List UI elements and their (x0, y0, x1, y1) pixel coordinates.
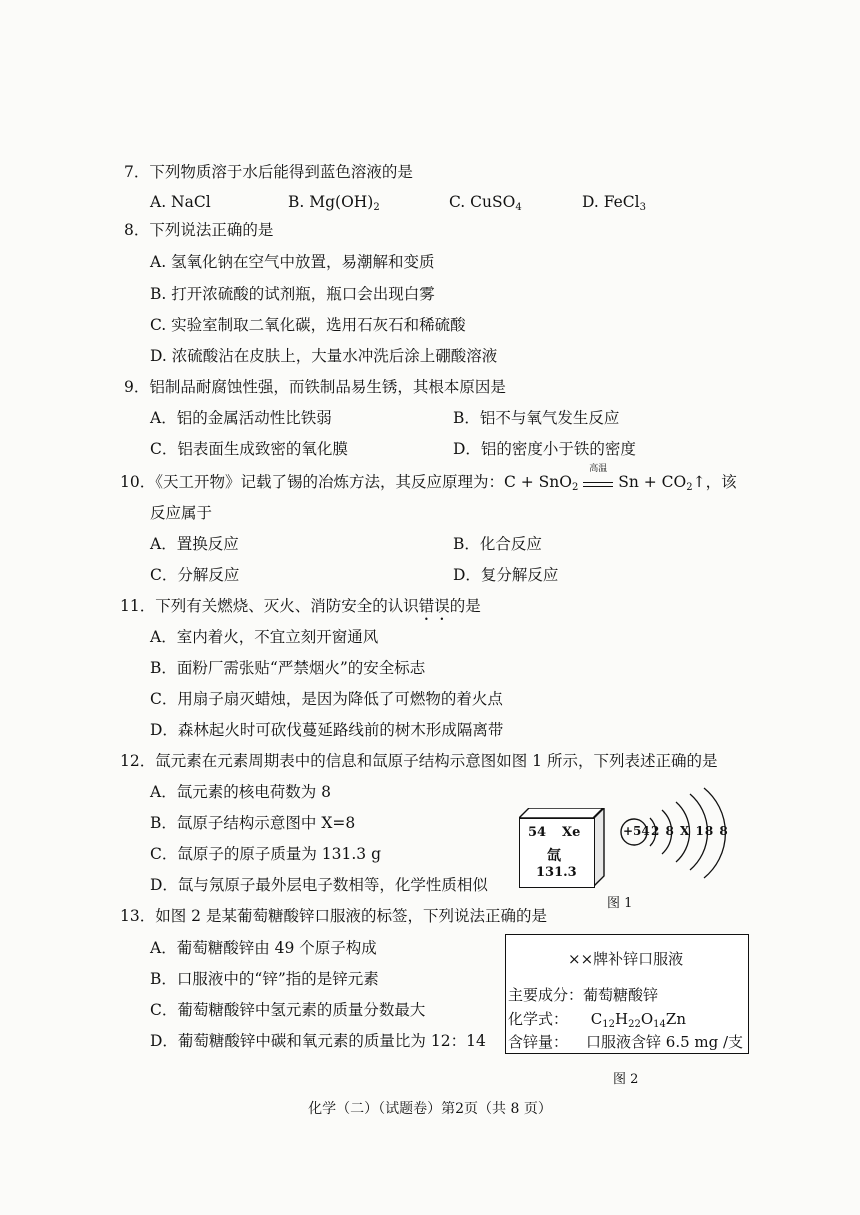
reaction-condition: 高温 (583, 474, 613, 487)
label-title: ××牌补锌口服液 (568, 950, 684, 968)
q10-stem: 10．《天工开物》记载了锡的冶炼方法，其反应原理为：C + SnO$_2$ 高温 $Sn + CO_2↑$，该 (120, 464, 737, 493)
atomic-number: 54 (528, 825, 547, 840)
atom-structure-diagram (618, 784, 738, 884)
q7-option-c: C. CuSO$_4$ (449, 193, 522, 213)
q13-option-a: A．葡萄糖酸锌由 49 个原子构成 (150, 939, 377, 957)
q9-option-b: B．铝不与氧气发生反应 (453, 409, 620, 427)
q11-option-a: A．室内着火，不宜立刻开窗通风 (150, 628, 379, 646)
q9-option-c: C．铝表面生成致密的氧化膜 (150, 440, 348, 458)
chemical-formula: $C_{12}H_{22}O_{14}Zn$ (590, 1010, 686, 1030)
periodic-element-card (519, 808, 609, 888)
card-side-face (594, 808, 606, 888)
label-formula-row: 化学式： $C_{12}H_{22}O_{14}Zn$ (508, 1010, 686, 1030)
q13-option-c: C．葡萄糖酸锌中氢元素的质量分数最大 (150, 1001, 426, 1019)
q12-option-c: C．氙原子的原子质量为 131.3 g (150, 845, 382, 863)
q8-option-a: A. 氢氧化钠在空气中放置，易潮解和变质 (150, 253, 435, 271)
emphasis-word: 错误 (418, 597, 450, 615)
page-footer: 化学（二）（试题卷）第2页（共 8 页） (308, 1101, 552, 1117)
q13-option-d: D．葡萄糖酸锌中碳和氧元素的质量比为 12：14 (150, 1032, 486, 1050)
q7-option-d: D. FeCl$_3$ (582, 193, 647, 213)
q10-option-c: C．分解反应 (150, 566, 240, 584)
q8-option-b: B. 打开浓硫酸的试剂瓶，瓶口会出现白雾 (150, 285, 435, 303)
q7-stem: 7．下列物质溶于水后能得到蓝色溶液的是 (124, 163, 413, 181)
q10-option-d: D．复分解反应 (453, 566, 559, 584)
q9-stem: 9．铝制品耐腐蚀性强，而铁制品易生锈，其根本原因是 (124, 378, 506, 396)
q10-option-a: A．置换反应 (150, 535, 239, 553)
q12-option-b: B．氙原子结构示意图中 X=8 (150, 814, 356, 832)
nucleus-charge: +54 (623, 824, 650, 838)
figure-2-caption: 图 2 (613, 1072, 639, 1087)
card-top-face (519, 808, 603, 818)
q12-option-d: D．氙与氖原子最外层电子数相等，化学性质相似 (150, 876, 488, 894)
element-name: 氙 (547, 848, 561, 864)
q11-option-d: D．森林起火时可砍伐蔓延路线前的树木形成隔离带 (150, 721, 504, 739)
q12-stem: 12．氙元素在元素周期表中的信息和氙原子结构示意图如图 1 所示，下列表述正确的是 (120, 752, 718, 770)
q8-option-c: C. 实验室制取二氧化碳，选用石灰石和稀硫酸 (150, 316, 466, 334)
q13-stem: 13．如图 2 是某葡萄糖酸锌口服液的标签，下列说法正确的是 (120, 907, 547, 925)
label-ingredient-row: 主要成分：葡萄糖酸锌 (508, 986, 659, 1004)
q10-stem-cont: 反应属于 (150, 504, 213, 522)
q8-stem: 8．下列说法正确的是 (124, 221, 274, 239)
card-front-face (519, 818, 595, 888)
q7-option-b: B. $Mg(OH)_2$ (288, 193, 380, 213)
q9-option-d: D．铝的密度小于铁的密度 (453, 440, 636, 458)
figure-1-caption: 图 1 (607, 896, 633, 911)
shell-electrons: 2 8 X 18 8 (651, 824, 729, 838)
atomic-mass: 131.3 (536, 865, 577, 880)
q13-option-b: B．口服液中的“锌”指的是锌元素 (150, 970, 379, 988)
q12-option-a: A．氙元素的核电荷数为 8 (150, 783, 331, 801)
q11-stem: 11．下列有关燃烧、灭火、消防安全的认识错误的是 (120, 597, 481, 615)
q11-option-b: B．面粉厂需张贴“严禁烟火”的安全标志 (150, 659, 426, 677)
element-symbol: Xe (562, 825, 581, 840)
q11-option-c: C．用扇子扇灭蜡烛，是因为降低了可燃物的着火点 (150, 690, 503, 708)
q8-option-d: D. 浓硫酸沾在皮肤上，大量水冲洗后涂上硼酸溶液 (150, 347, 498, 365)
medicine-label (505, 934, 749, 1054)
label-zinc-row: 含锌量： 口服液含锌 6.5 mg /支 (508, 1033, 744, 1051)
q10-option-b: B．化合反应 (453, 535, 542, 553)
q9-option-a: A．铝的金属活动性比铁弱 (150, 409, 332, 427)
q7-option-a: A. NaCl (150, 193, 211, 211)
